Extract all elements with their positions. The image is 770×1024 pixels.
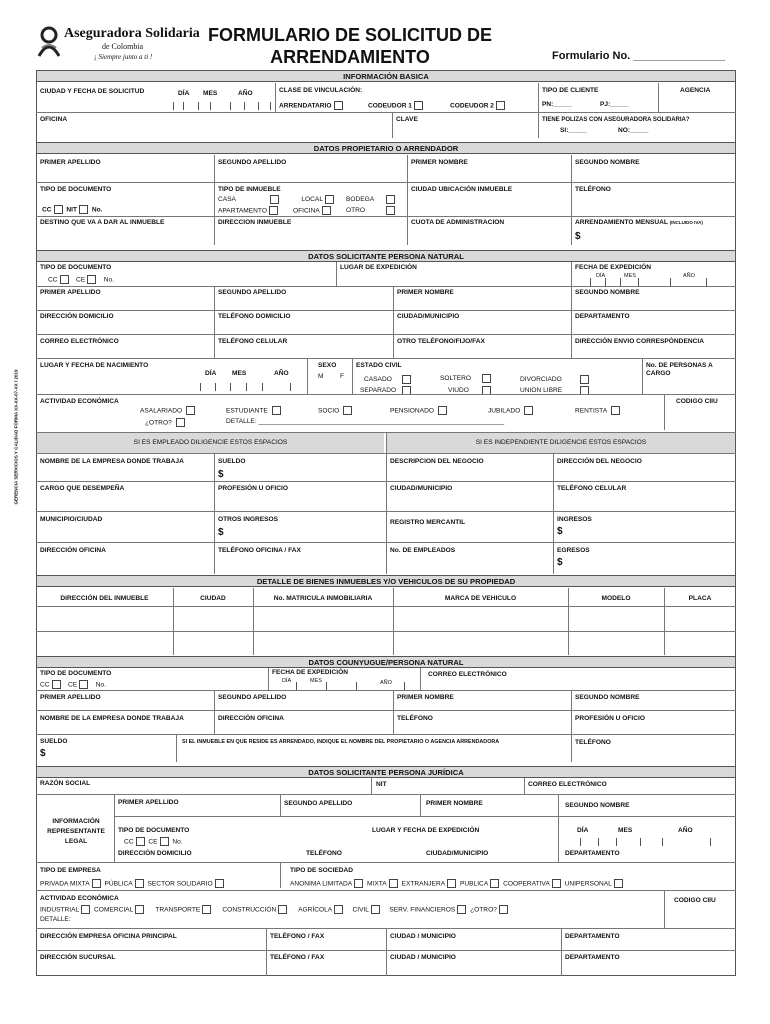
jur-info-rep-label: INFORMACIÓN REPRESENTANTE LEGAL (47, 818, 105, 845)
jur-agricola-checkbox[interactable] (334, 905, 343, 914)
nat-sexo-label: SEXO (318, 362, 337, 369)
nat-pensionado-option[interactable] (390, 406, 449, 415)
nat-asalariado-option[interactable] (140, 406, 197, 415)
page-title (190, 24, 510, 68)
bienes-col-marca: MARCA DE VEHICULO (444, 595, 517, 602)
prop-direccion-label: DIRECCION INMUEBLE (218, 219, 292, 226)
ind-tel-celular-label: TELÉFONO CELULAR (557, 485, 627, 492)
cony-ce-checkbox[interactable] (79, 680, 88, 689)
nat-actividad-label: ACTIVIDAD ECONÓMICA (40, 398, 119, 405)
codeudor2-checkbox[interactable] (496, 101, 505, 110)
nat-casado-checkbox[interactable] (402, 375, 411, 384)
nat-viudo-text: VIUDO (448, 387, 469, 395)
nat-cc-checkbox[interactable] (60, 275, 69, 284)
cony-dir-oficina-label: DIRECCIÓN OFICINA (218, 715, 284, 722)
jur-tel-fax2-label: TELÉFONO / FAX (270, 954, 325, 961)
prop-apartamento-text: APARTAMENTO (218, 207, 267, 215)
jur-extranjera-text: EXTRANJERA (401, 880, 446, 888)
ind-ciudad-label: CIUDAD/MUNICIPIO (390, 485, 453, 492)
nat-detalle-field[interactable]: DETALLE: ___________________________________________________________________ (226, 418, 505, 425)
nat-ce-text: CE (76, 276, 86, 284)
prop-bodega-text: BODEGA (346, 196, 375, 204)
cony-ce-text: CE (68, 681, 78, 689)
jur-lugar-fecha-label: LUGAR Y FECHA DE EXPEDICIÓN (372, 827, 480, 834)
nat-socio-option[interactable] (318, 406, 354, 415)
jur-agricola-text: AGRÍCOLA (298, 906, 333, 914)
jur-actividad-label: ACTIVIDAD ECONÓMICA (40, 895, 119, 902)
cony-cc-text: CC (40, 681, 50, 689)
section-persona-juridica: DATOS SOLICITANTE PERSONA JURÍDICA (36, 766, 736, 778)
jur-primer-nombre-label: PRIMER NOMBRE (426, 800, 483, 807)
arrendatario-text: ARRENDATARIO (279, 102, 332, 110)
nat-divorciado-checkbox[interactable] (580, 375, 589, 384)
nat-doc-options[interactable] (48, 275, 114, 284)
jur-ciudad-municipio2-label: CIUDAD / MUNICIPIO (390, 954, 456, 961)
prop-tipo-inmueble-label: TIPO DE INMUEBLE (218, 186, 281, 193)
jur-mixta2-text: MIXTA (367, 880, 387, 888)
prop-otro-checkbox[interactable] (386, 206, 395, 215)
bienes-row-2[interactable] (36, 632, 736, 655)
nat-asalariado-text: ASALARIADO (140, 407, 183, 415)
cony-empresa-label: NOMBRE DE LA EMPRESA DONDE TRABAJA (40, 715, 184, 722)
nat-tipo-doc-label: TIPO DE DOCUMENTO (40, 264, 112, 271)
jur-nit-label: NIT (376, 781, 387, 788)
jur-ciudad-label: CIUDAD/MUNICIPIO (426, 850, 489, 857)
cony-doc-options[interactable] (40, 680, 106, 689)
bienes-row-1[interactable] (36, 607, 736, 631)
nat-fecha-exp-label: FECHA DE EXPEDICIÓN (575, 264, 651, 271)
ind-ingresos-dollar: $ (557, 526, 563, 537)
bienes-col-ciudad: CIUDAD (200, 595, 226, 602)
jur-serv-fin-text: SERV. FINANCIEROS (389, 906, 456, 914)
nat-union-libre-text: UNION LIBRE (520, 387, 563, 395)
prop-cc-checkbox[interactable] (54, 205, 63, 214)
clave-label: CLAVE (396, 116, 418, 123)
jur-ce-text: CE (148, 838, 158, 846)
codeudor1-checkbox[interactable] (414, 101, 423, 110)
section-informacion-basica: INFORMACIÓN BASICA (36, 70, 736, 82)
jur-ano-label: AÑO (678, 827, 693, 834)
prop-doc-options[interactable] (42, 205, 102, 214)
nat-separado-text: SEPARADO (360, 387, 397, 395)
nat-estudiante-text: ESTUDIANTE (226, 407, 268, 415)
nat-no-text: No. (103, 276, 114, 284)
nat-pensionado-text: PENSIONADO (390, 407, 434, 415)
clase-vinculacion-label: CLASE DE VINCULACIÓN: (279, 87, 363, 94)
jur-dir-dom-label: DIRECCIÓN DOMICILIO (118, 850, 192, 857)
prop-apartamento-option[interactable] (218, 206, 280, 215)
logo-subname: de Colombia (102, 42, 144, 51)
cony-sueldo-label: SUELDO (40, 738, 68, 745)
cony-correo-label: CORREO ELECTRÓNICO (428, 671, 507, 678)
cony-telefono-label: TELÉFONO (397, 715, 433, 722)
polizas-no-field[interactable]: NO:_____ (618, 127, 649, 134)
nat-ciudad-label: CIUDAD/MUNICIPIO (397, 313, 460, 320)
cony-exp-ano: AÑO (380, 680, 392, 686)
tipo-cliente-label: TIPO DE CLIENTE (542, 87, 599, 94)
codeudor1-text: CODEUDOR 1 (368, 102, 412, 110)
jur-construccion-checkbox[interactable] (278, 905, 287, 914)
prop-local-text: LOCAL (301, 196, 323, 204)
page-title-line1: FORMULARIO DE SOLICITUD DE (208, 25, 492, 45)
prop-destino-label: DESTINO QUE VA A DAR AL INMUEBLE (40, 219, 165, 226)
jur-dir-sucursal-label: DIRECCIÓN SUCURSAL (40, 954, 116, 961)
emp-sueldo-label: SUELDO (218, 458, 246, 465)
jur-limitada-checkbox[interactable] (354, 879, 363, 888)
emp-sueldo-dollar: $ (218, 469, 224, 480)
nat-jubilado-option[interactable] (488, 406, 535, 415)
jur-sector-text: SECTOR SOLIDARIO (147, 880, 213, 888)
codeudor2-text: CODEUDOR 2 (450, 102, 494, 110)
jur-publica2-text: PUBLICA (460, 880, 489, 888)
prop-cc-text: CC (42, 206, 52, 214)
jur-tipo-empresa-options[interactable] (40, 879, 226, 888)
nat-nac-ano: AÑO (274, 370, 289, 377)
jur-cc-text: CC (124, 838, 134, 846)
prop-otro-option[interactable] (346, 206, 397, 215)
jur-construccion-text: CONSTRUCCIÓN (222, 906, 277, 914)
nat-correo-label: CORREO ELECTRÓNICO (40, 338, 119, 345)
nat-socio-text: SOCIO (318, 407, 340, 415)
prop-bodega-option[interactable] (346, 195, 397, 204)
jur-mixta-checkbox[interactable] (92, 879, 101, 888)
jur-privada-text: PRIVADA (40, 880, 69, 888)
nat-segundo-nombre-label: SEGUNDO NOMBRE (575, 289, 640, 296)
nat-casado-text: CASADO (364, 376, 392, 384)
nat-sexo-m[interactable]: M (318, 373, 324, 380)
jur-transporte-checkbox[interactable] (202, 905, 211, 914)
nat-primer-nombre-label: PRIMER NOMBRE (397, 289, 454, 296)
ind-registro-label: REGISTRO MERCANTIL (390, 519, 466, 526)
emp-otros-ingresos-label: OTROS INGRESOS (218, 516, 279, 523)
nat-soltero-checkbox[interactable] (482, 374, 491, 383)
logo-name: Aseguradora Solidaria (64, 26, 200, 41)
nat-personas-cargo-label: No. DE PERSONAS A CARGO (646, 362, 713, 377)
jur-razon-label: RAZÓN SOCIAL (40, 780, 91, 787)
nat-departamento-label: DEPARTAMENTO (575, 313, 630, 320)
nat-soltero-text: SOLTERO (440, 375, 472, 383)
bienes-col-direccion: DIRECCIÓN DEL INMUEBLE (60, 595, 149, 602)
cony-nota-label: SI EL INMUEBLE EN QUE RESIDE ES ARRENDADO, INDIQUE EL NOMBRE DEL PROPIETARIO O AGENCIA ARRENDADORA (182, 739, 500, 745)
prop-casa-checkbox[interactable] (270, 195, 279, 204)
jur-cc-checkbox[interactable] (136, 837, 145, 846)
nat-otro-text: ¿OTRO? (145, 419, 172, 427)
prop-iva-text: (INCLUIDO IVA) (669, 220, 703, 225)
arrendatario-option[interactable] (279, 101, 345, 110)
nat-sexo-f[interactable]: F (340, 373, 345, 380)
polizas-si-field[interactable]: SI:_____ (560, 127, 587, 134)
cony-telefono2-label: TELÉFONO (575, 739, 611, 746)
jur-serv-fin-checkbox[interactable] (457, 905, 466, 914)
emp-municipio-label: MUNICIPIO/CIUDAD (40, 516, 103, 523)
section-propietario: DATOS PROPIETARIO O ARRENDADOR (36, 142, 736, 154)
cony-profesion-label: PROFESIÓN U OFICIO (575, 715, 645, 722)
cony-exp-dia: DÍA (282, 678, 292, 684)
nat-ce-checkbox[interactable] (87, 275, 96, 284)
jur-departamento2-label: DEPARTAMENTO (565, 933, 620, 940)
ind-ingresos-label: INGRESOS (557, 516, 592, 523)
nat-codigo-ciiu-label: CODIGO CIIU (676, 398, 718, 405)
jur-publica-checkbox[interactable] (135, 879, 144, 888)
emp-tel-oficina-label: TELÉFONO OFICINA / FAX (218, 547, 301, 554)
codeudor2-option[interactable] (450, 101, 507, 110)
nat-otro-option[interactable] (145, 418, 187, 427)
jur-codigo-ciiu-label: CODIGO CIIU (674, 897, 716, 904)
jur-extranjera-checkbox[interactable] (447, 879, 456, 888)
logo-tagline: ¡ Siempre junto a ti ! (94, 53, 153, 61)
jur-primer-apellido-label: PRIMER APELLIDO (118, 799, 179, 806)
prop-bodega-checkbox[interactable] (386, 195, 395, 204)
prop-casa-option[interactable] (218, 195, 281, 204)
jur-segundo-nombre-label: SEGUNDO NOMBRE (565, 802, 630, 809)
prop-local-checkbox[interactable] (325, 195, 334, 204)
nat-cc-text: CC (48, 276, 58, 284)
cony-segundo-nombre-label: SEGUNDO NOMBRE (575, 694, 640, 701)
dia-label: DÍA (178, 90, 190, 97)
jur-mixta-text: MIXTA (69, 880, 90, 888)
jur-unipersonal-text: UNIPERSONAL (564, 880, 612, 888)
nat-pensionado-checkbox[interactable] (438, 406, 447, 415)
jur-comercial-text: COMERCIAL (94, 906, 134, 914)
jur-otro-text: ¿OTRO? (470, 906, 497, 914)
nat-lugar-exp-label: LUGAR DE EXPEDICIÓN (340, 264, 417, 271)
agencia-label: AGENCIA (680, 87, 711, 94)
jur-tipo-doc-label: TIPO DE DOCUMENTO (118, 827, 190, 834)
form-number[interactable]: Formulario No. _______________ (552, 50, 726, 62)
nat-jubilado-text: JUBILADO (488, 407, 521, 415)
prop-segundo-nombre-label: SEGUNDO NOMBRE (575, 159, 640, 166)
section-bienes: DETALLE DE BIENES INMUEBLES Y/O VEHICULOS DE SU PROPIEDAD (36, 575, 736, 587)
jur-tipo-sociedad-options[interactable] (290, 879, 625, 888)
jur-mixta2-checkbox[interactable] (389, 879, 398, 888)
nat-dir-dom-label: DIRECCIÓN DOMICILIO (40, 313, 114, 320)
nat-otro-tel-label: OTRO TELÉFONO/FIJO/FAX (397, 338, 485, 345)
prop-tipo-doc-label: TIPO DE DOCUMENTO (40, 186, 112, 193)
nat-rentista-text: RENTISTA (575, 407, 607, 415)
logo-emblem-icon (36, 26, 62, 60)
jur-ce-checkbox[interactable] (160, 837, 169, 846)
ind-egresos-dollar: $ (557, 557, 563, 568)
nat-otro-checkbox[interactable] (176, 418, 185, 427)
bienes-col-modelo: MODELO (601, 595, 631, 602)
cony-tipo-doc-label: TIPO DE DOCUMENTO (40, 670, 112, 677)
jur-cooperativa-checkbox[interactable] (552, 879, 561, 888)
prop-oficina-checkbox[interactable] (322, 206, 331, 215)
jur-departamento3-label: DEPARTAMENTO (565, 954, 620, 961)
nat-estudiante-option[interactable] (226, 406, 283, 415)
emp-profesion-label: PROFESIÓN U OFICIO (218, 485, 288, 492)
polizas-label: TIENE POLIZAS CON ASEGURADORA SOLIDARIA? (542, 117, 690, 123)
jur-unipersonal-checkbox[interactable] (614, 879, 623, 888)
jur-dir-principal-label: DIRECCIÓN EMPRESA OFICINA PRINCIPAL (40, 933, 177, 940)
cony-no-text: No. (95, 681, 106, 689)
oficina-label: OFICINA (40, 116, 68, 123)
jur-departamento-label: DEPARTAMENTO (565, 850, 620, 857)
jur-detalle-field[interactable]: DETALLE: (40, 916, 71, 923)
prop-telefono-label: TELÉFONO (575, 186, 611, 193)
nat-nac-dia: DÍA (205, 370, 217, 377)
jur-civil-text: CIVIL (352, 906, 369, 914)
prop-apartamento-checkbox[interactable] (269, 206, 278, 215)
jur-transporte-text: TRANSPORTE (155, 906, 201, 914)
nat-exp-dia: DÍA (596, 273, 606, 279)
side-form-code: GERENCIA SERVICIOS Y CALIDAD FORMA XX-XX-07-XX / 2019 (13, 369, 19, 505)
cony-segundo-apellido-label: SEGUNDO APELLIDO (218, 694, 287, 701)
jur-publica2-checkbox[interactable] (490, 879, 499, 888)
nat-tel-dom-label: TELÉFONO DOMICILIO (218, 313, 291, 320)
nat-primer-apellido-label: PRIMER APELLIDO (40, 289, 101, 296)
bienes-col-placa: PLACA (688, 595, 712, 602)
nat-dir-envio-label: DIRECCIÓN ENVIO CORRESPÓNDENCIA (575, 338, 704, 345)
cony-fecha-exp-label: FECHA DE EXPEDICIÓN (272, 669, 348, 676)
jur-civil-checkbox[interactable] (371, 905, 380, 914)
cony-exp-mes: MES (310, 678, 322, 684)
jur-segundo-apellido-label: SEGUNDO APELLIDO (284, 800, 353, 807)
cony-primer-nombre-label: PRIMER NOMBRE (397, 694, 454, 701)
prop-oficina-option[interactable] (293, 206, 333, 215)
prop-nit-checkbox[interactable] (79, 205, 88, 214)
nat-rentista-checkbox[interactable] (611, 406, 620, 415)
ano-label: AÑO (238, 90, 253, 97)
section-persona-natural: DATOS SOLICITANTE PERSONA NATURAL (36, 250, 736, 262)
nat-divorciado-text: DIVORCIADO (520, 376, 562, 384)
nat-casado-option[interactable] (364, 375, 413, 384)
jur-limitada-text: LIMITADA (322, 880, 353, 888)
prop-cuota-label: CUOTA DE ADMINISTRACION (411, 219, 505, 226)
nat-nac-mes: MES (232, 370, 247, 377)
cony-sueldo-dollar: $ (40, 748, 46, 759)
pn-field[interactable]: PN:_____ (542, 101, 572, 108)
jur-industrial-checkbox[interactable] (81, 905, 90, 914)
codeudor1-option[interactable] (368, 101, 425, 110)
jur-cooperativa-text: COOPERATIVA (503, 880, 550, 888)
emp-dir-oficina-label: DIRECCIÓN OFICINA (40, 547, 106, 554)
prop-ciudad-ubic-label: CIUDAD UBICACIÓN INMUEBLE (411, 186, 513, 193)
page-title-line2: ARRENDAMIENTO (270, 47, 430, 67)
jur-correo-label: CORREO ELECTRÓNICO (528, 781, 607, 788)
emp-empresa-label: NOMBRE DE LA EMPRESA DONDE TRABAJA (40, 458, 184, 465)
independiente-subtitle: SI ES INDEPENDIENTE DILIGENCIE ESTOS ESPACIOS (475, 439, 647, 446)
jur-industrial-text: INDUSTRIAL (40, 906, 80, 914)
jur-mes-label: MES (618, 827, 633, 834)
company-logo (36, 22, 200, 68)
jur-anonima-text: ANONIMA (290, 880, 321, 888)
prop-otro-text: OTRO (346, 207, 366, 215)
emp-otros-dollar: $ (218, 527, 224, 538)
pj-field[interactable]: PJ:_____ (600, 101, 629, 108)
empleado-subtitle: SI ES EMPLEADO DILIGENCIE ESTOS ESPACIOS (133, 439, 288, 446)
cony-primer-apellido-label: PRIMER APELLIDO (40, 694, 101, 701)
jur-no-text: No. (172, 838, 183, 846)
jur-ciudad-municipio-label: CIUDAD / MUNICIPIO (390, 933, 456, 940)
nat-soltero-option[interactable] (440, 374, 493, 383)
prop-primer-apellido-label: PRIMER APELLIDO (40, 159, 101, 166)
mes-label: MES (203, 90, 218, 97)
nat-rentista-option[interactable] (575, 406, 622, 415)
ind-egresos-label: EGRESOS (557, 547, 590, 554)
nat-estado-civil-label: ESTADO CIVIL (356, 362, 402, 369)
jur-doc-options[interactable] (124, 837, 183, 846)
prop-arrend-dollar: $ (575, 231, 581, 242)
jur-tel-fax-label: TELÉFONO / FAX (270, 933, 325, 940)
prop-local-option[interactable] (283, 195, 336, 204)
prop-casa-text: CASA (218, 196, 236, 204)
jur-tipo-sociedad-label: TIPO DE SOCIEDAD (290, 867, 354, 874)
nat-exp-ano: AÑO (683, 273, 695, 279)
emp-cargo-label: CARGO QUE DESEMPEÑA (40, 485, 125, 492)
nat-lugar-nac-label: LUGAR Y FECHA DE NACIMIENTO (40, 362, 149, 369)
prop-primer-nombre-label: PRIMER NOMBRE (411, 159, 468, 166)
jur-sector-checkbox[interactable] (215, 879, 224, 888)
nat-divorciado-option[interactable] (520, 375, 591, 384)
prop-no-text: No. (91, 206, 103, 214)
nat-segundo-apellido-label: SEGUNDO APELLIDO (218, 289, 287, 296)
nat-estudiante-checkbox[interactable] (272, 406, 281, 415)
ciudad-fecha-label: CIUDAD Y FECHA DE SOLICITUD (40, 88, 145, 95)
jur-telefono-label: TELÉFONO (306, 850, 342, 857)
jur-otro-checkbox[interactable] (499, 905, 508, 914)
nat-exp-mes: MES (624, 273, 636, 279)
bienes-col-matricula: No. MATRICULA INMOBILIARIA (273, 595, 373, 602)
jur-actividad-options[interactable] (40, 905, 510, 914)
nat-tel-cel-label: TELÉFONO CELULAR (218, 338, 288, 345)
prop-arrend-mensual-label (575, 219, 703, 227)
prop-oficina-text: OFICINA (293, 207, 320, 215)
prop-nit-text: NIT (66, 206, 77, 214)
jur-comercial-checkbox[interactable] (135, 905, 144, 914)
cony-cc-checkbox[interactable] (52, 680, 61, 689)
ind-desc-negocio-label: DESCRIPCION DEL NEGOCIO (390, 458, 484, 465)
nat-jubilado-checkbox[interactable] (524, 406, 533, 415)
ind-empleados-label: No. DE EMPLEADOS (390, 547, 456, 554)
jur-publica-text: PÚBLICA (104, 880, 133, 888)
prop-segundo-apellido-label: SEGUNDO APELLIDO (218, 159, 287, 166)
section-conyugue: DATOS COUNYUGUE/PERSONA NATURAL (36, 656, 736, 668)
nat-socio-checkbox[interactable] (343, 406, 352, 415)
nat-asalariado-checkbox[interactable] (186, 406, 195, 415)
prop-arrend-text: ARRENDAMIENTO MENSUAL (575, 219, 668, 226)
arrendatario-checkbox[interactable] (334, 101, 343, 110)
ind-dir-negocio-label: DIRECCIÓN DEL NEGOCIO (557, 458, 642, 465)
jur-dia-label: DÍA (577, 827, 589, 834)
jur-tipo-empresa-label: TIPO DE EMPRESA (40, 867, 101, 874)
